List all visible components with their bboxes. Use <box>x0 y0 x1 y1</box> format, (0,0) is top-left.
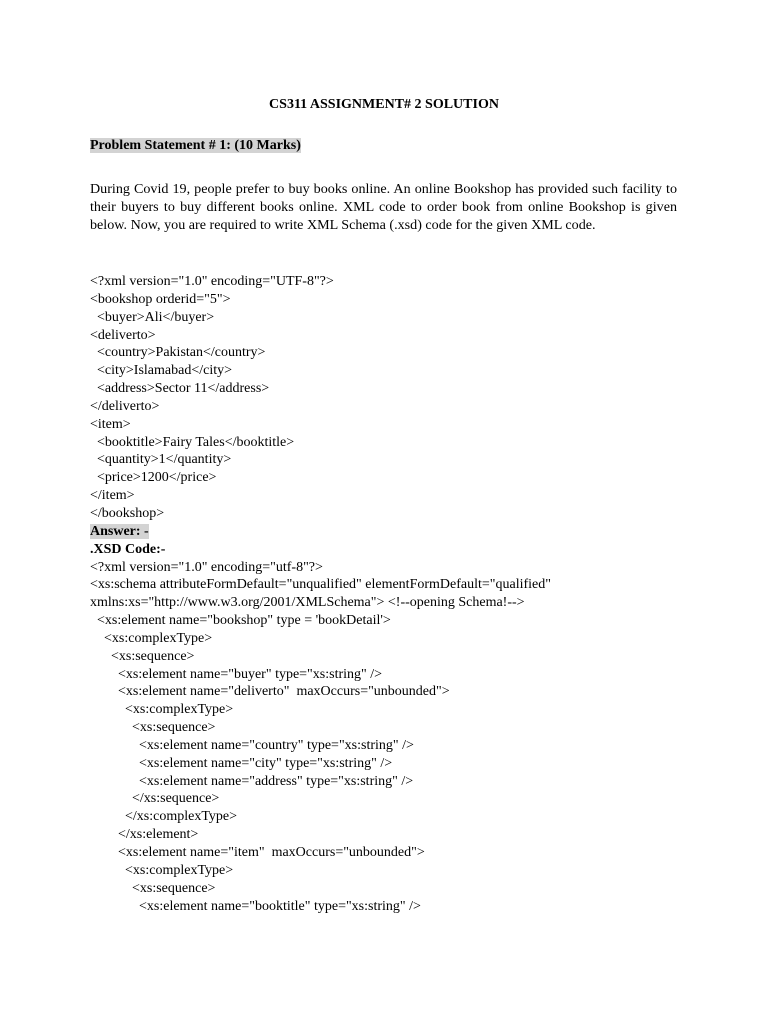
code-line: xmlns:xs="http://www.w3.org/2001/XMLSchema"> <!--opening Schema!--> <box>90 595 525 611</box>
code-line: </xs:sequence> <box>90 791 220 807</box>
page-title: CS311 ASSIGNMENT# 2 SOLUTION <box>269 97 499 112</box>
code-line: <xs:complexType> <box>90 630 213 646</box>
code-line: <xs:sequence> <box>90 720 216 736</box>
code-line: <item> <box>90 416 131 432</box>
code-line: <bookshop orderid="5"> <box>90 291 231 307</box>
code-line: <xs:complexType> <box>90 862 234 878</box>
code-line: <xs:element name="country" type="xs:string" /> <box>90 737 414 753</box>
code-line: <xs:element name="deliverto" maxOccurs="unbounded"> <box>90 684 450 700</box>
code-line: <price>1200</price> <box>90 470 217 486</box>
code-line: </xs:complexType> <box>90 809 238 825</box>
problem-heading-text: Problem Statement # 1: (10 Marks) <box>90 138 301 153</box>
answer-heading-text: Answer: - <box>90 523 149 539</box>
code-line: <xs:element name="city" type="xs:string" /> <box>90 755 393 771</box>
problem-paragraph: During Covid 19, people prefer to buy books online. An online Bookshop has provided such facility to their buyers to buy different books online. XML code to order book from online Bookshop is given below. Now, you are required to write XML Schema (.xsd) code for the given XML code. <box>90 181 677 233</box>
code-line: <buyer>Ali</buyer> <box>90 309 215 325</box>
code-line: <xs:schema attributeFormDefault="unqualified" elementFormDefault="qualified" <box>90 577 551 593</box>
code-line: </item> <box>90 488 135 504</box>
code-line: <xs:element name="booktitle" type="xs:string" /> <box>90 898 421 914</box>
code-line: <address>Sector 11</address> <box>90 381 270 397</box>
code-line: </deliverto> <box>90 398 160 414</box>
code-line: </xs:element> <box>90 827 199 843</box>
code-line: <xs:element name="address" type="xs:string" /> <box>90 773 414 789</box>
code-line: <xs:complexType> <box>90 702 234 718</box>
code-line: <?xml version="1.0" encoding="UTF-8"?> <box>90 274 334 289</box>
code-line: </bookshop> <box>90 505 165 521</box>
code-line: <booktitle>Fairy Tales</booktitle> <box>90 434 295 450</box>
code-line: <country>Pakistan</country> <box>90 345 266 361</box>
code-line: <city>Islamabad</city> <box>90 363 232 379</box>
code-line: <quantity>1</quantity> <box>90 452 232 468</box>
code-line: <xs:element name="buyer" type="xs:string" /> <box>90 666 383 682</box>
code-line: <xs:element name="item" maxOccurs="unbounded"> <box>90 845 425 860</box>
code-line: <xs:sequence> <box>90 880 216 896</box>
code-line: <xs:sequence> <box>90 648 195 664</box>
answer-heading <box>90 523 710 541</box>
problem-heading <box>90 136 301 156</box>
code-line: <deliverto> <box>90 327 156 343</box>
code-block <box>90 273 710 915</box>
code-line: <xs:element name="bookshop" type = 'bookDetail'> <box>90 613 391 629</box>
xsd-code-heading: .XSD Code:- <box>90 541 166 557</box>
code-line: <?xml version="1.0" encoding="utf-8"?> <box>90 559 323 575</box>
